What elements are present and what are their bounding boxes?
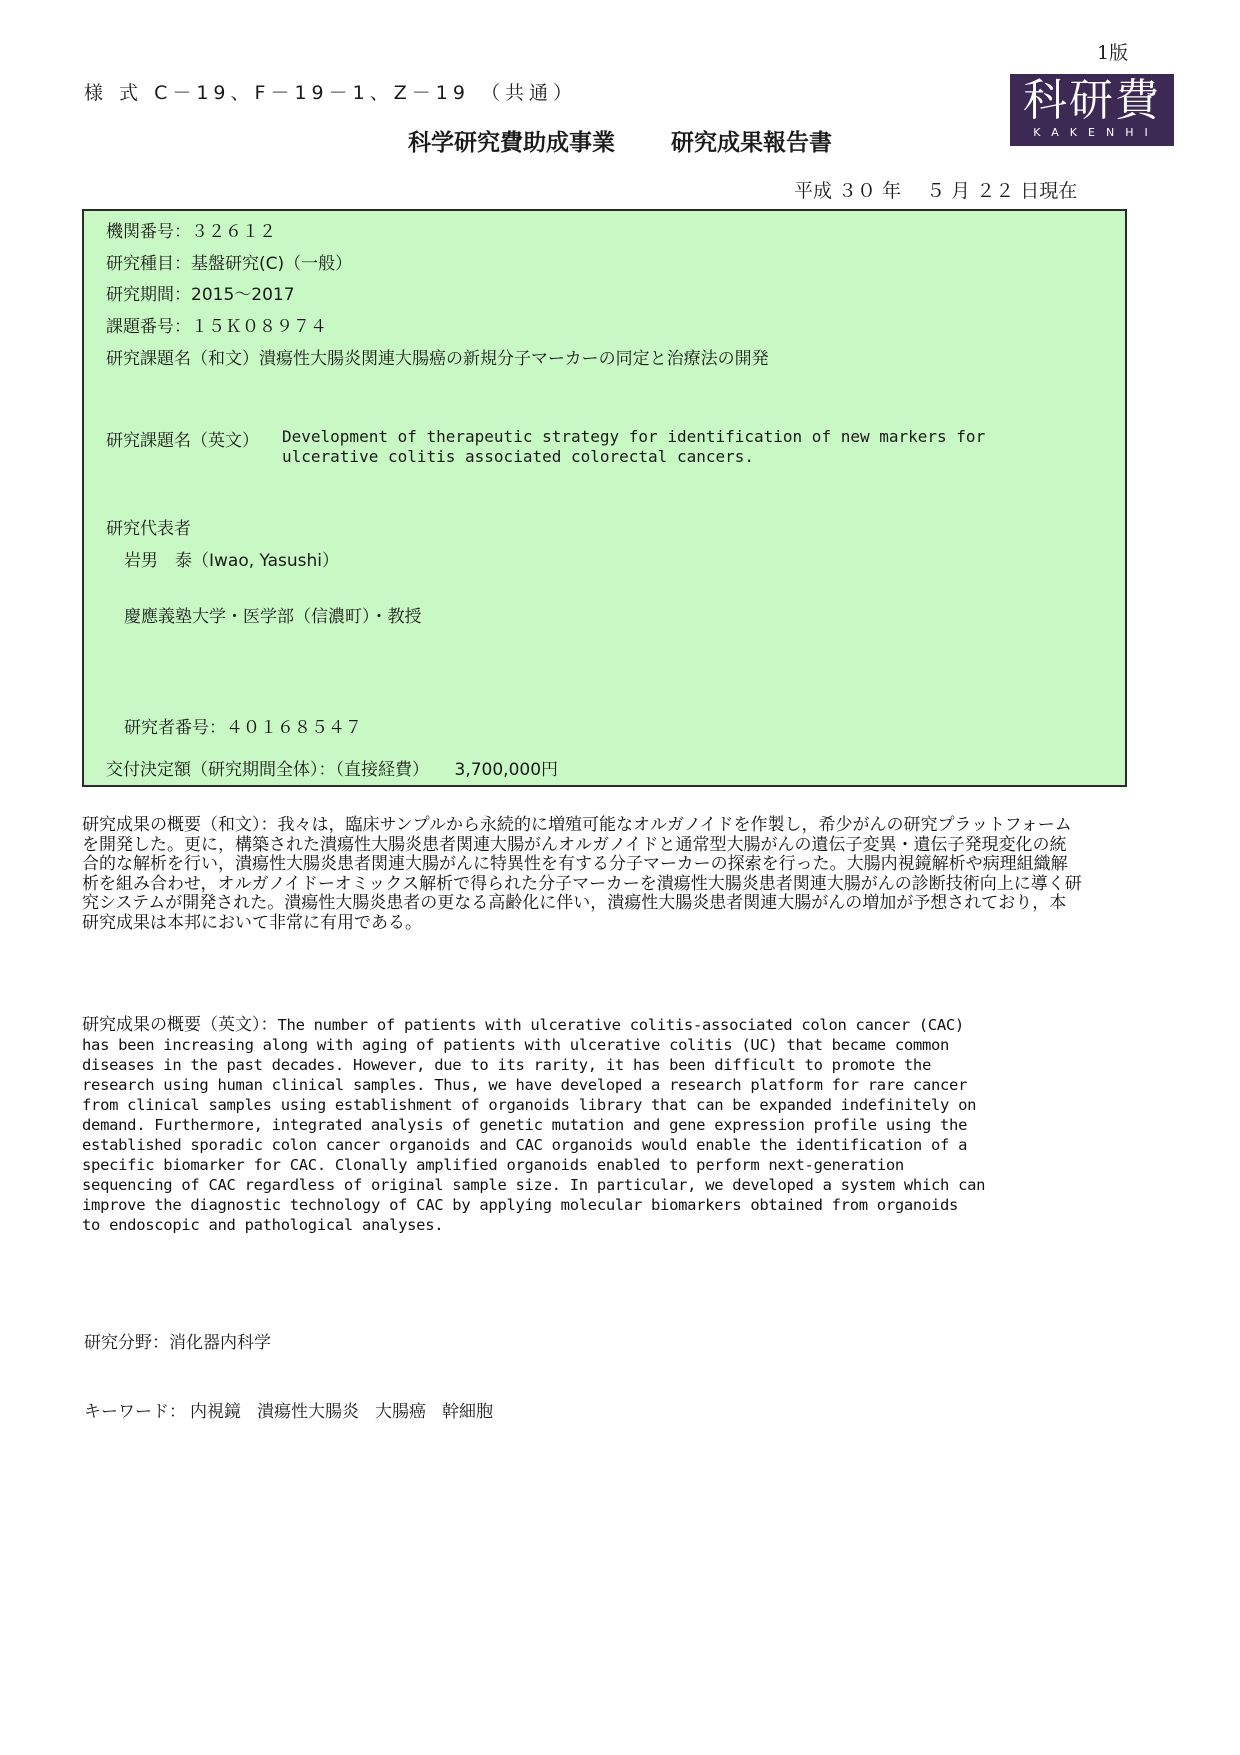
summary-en-line: specific biomarker for CAC. Clonally amplified organoids enabled to perform next-generation — [82, 1156, 904, 1174]
pi-affiliation: 慶應義塾大学・医学部（信濃町）・教授 — [124, 607, 422, 627]
research-period: 研究期間：2015～2017 — [106, 285, 295, 305]
research-field: 研究分野：消化器内科学 — [84, 1333, 271, 1353]
researcher-number: 研究者番号：４０１６８５４７ — [124, 718, 362, 738]
logo-kanji: 科研費 — [1023, 75, 1161, 126]
project-title-en-label: 研究課題名（英文） — [106, 431, 259, 451]
title-report: 研究成果報告書 — [671, 130, 832, 156]
report-date: 平成 ３０ 年 ５ 月 ２２ 日現在 — [794, 180, 1078, 202]
keyword-item: 幹細胞 — [442, 1402, 493, 1422]
project-title-en-line1: Development of therapeutic strategy for identification of new markers for — [282, 427, 986, 446]
summary-en-line: has been increasing along with aging of patients with ulcerative colitis (UC) that became common — [82, 1036, 950, 1054]
summary-en-line: from clinical samples using establishment of organoids library that can be expanded indefinitely on — [82, 1096, 977, 1114]
institution-number: 機関番号：３２６１２ — [106, 222, 276, 242]
summary-en-line: diseases in the past decades. However, due to its rarity, it has been difficult to promote the — [82, 1056, 931, 1074]
pi-name: 岩男 泰（Iwao, Yasushi） — [124, 551, 339, 571]
summary-en-line: sequencing of CAC regardless of original sample size. In particular, we developed a system which can — [82, 1176, 986, 1194]
project-title-en-line2: ulcerative colitis associated colorectal cancers. — [282, 447, 755, 466]
edition-label: 1版 — [1097, 42, 1129, 64]
summary-en-text: The number of patients with ulcerative colitis-associated colon cancer (CAC) — [277, 1016, 964, 1034]
summary-en-line: research using human clinical samples. Thus, we have developed a research platform for rare cancer — [82, 1076, 968, 1094]
research-category: 研究種目：基盤研究(C)（一般） — [106, 254, 353, 274]
form-number: 様 式 C－19、F－19－1、Z－19 （共通） — [84, 82, 577, 104]
pi-label: 研究代表者 — [106, 519, 191, 539]
logo-roman: KAKENHI — [1033, 126, 1159, 139]
keyword-item: 内視鏡 — [190, 1402, 241, 1422]
keywords — [84, 1397, 509, 1422]
title-grant-program: 科学研究費助成事業 — [408, 130, 615, 156]
project-title-ja: 研究課題名（和文）潰瘍性大腸炎関連大腸癌の新規分子マーカーの同定と治療法の開発 — [106, 349, 769, 369]
summary-en-line: improve the diagnostic technology of CAC by applying molecular biomarkers obtained from organoids — [82, 1196, 959, 1214]
summary-en-line: demand. Furthermore, integrated analysis of genetic mutation and gene expression profile using the — [82, 1116, 968, 1134]
project-number: 課題番号：１５Ｋ０８９７４ — [106, 317, 327, 337]
summary-japanese: 研究成果の概要（和文）：我々は，臨床サンプルから永続的に増殖可能なオルガノイドを作製し，希少がんの研究プラットフォームを開発した。更に，構築された潰瘍性大腸炎患者関連大腸がんオルガノイドと通常型大腸がんの遺伝子変異・遺伝子発現変化の統合的な解析を行い，潰瘍性大腸炎患者関連大腸がんに特異性を有する分子マーカーの探索を行った。大腸内視鏡解析や病理組織解析を組み合わせ，オルガノイドーオミックス解析で得られた分子マーカーを潰瘍性大腸炎患者関連大腸がんの診断技術向上に導く研究システムが開発された。潰瘍性大腸炎患者の更なる高齢化に伴い，潰瘍性大腸炎患者関連大腸がんの増加が予想されており，本研究成果は本邦において非常に有用である。 — [82, 815, 1082, 933]
keywords-label: キーワード： — [84, 1402, 186, 1422]
grant-amount: 交付決定額（研究期間全体）：（直接経費） 3,700,000円 — [106, 760, 559, 780]
summary-english — [82, 1015, 1092, 1235]
summary-en-line: to endoscopic and pathological analyses. — [82, 1216, 444, 1234]
project-info-box — [82, 209, 1127, 787]
summary-en-line: established sporadic colon cancer organoids and CAC organoids would enable the identification of a — [82, 1136, 968, 1154]
keyword-item: 潰瘍性大腸炎 — [257, 1402, 359, 1422]
keyword-item: 大腸癌 — [375, 1402, 426, 1422]
summary-en-label: 研究成果の概要（英文）： — [82, 1015, 278, 1035]
kakenhi-logo — [1010, 74, 1174, 146]
summary-en-line — [82, 1015, 1092, 1035]
